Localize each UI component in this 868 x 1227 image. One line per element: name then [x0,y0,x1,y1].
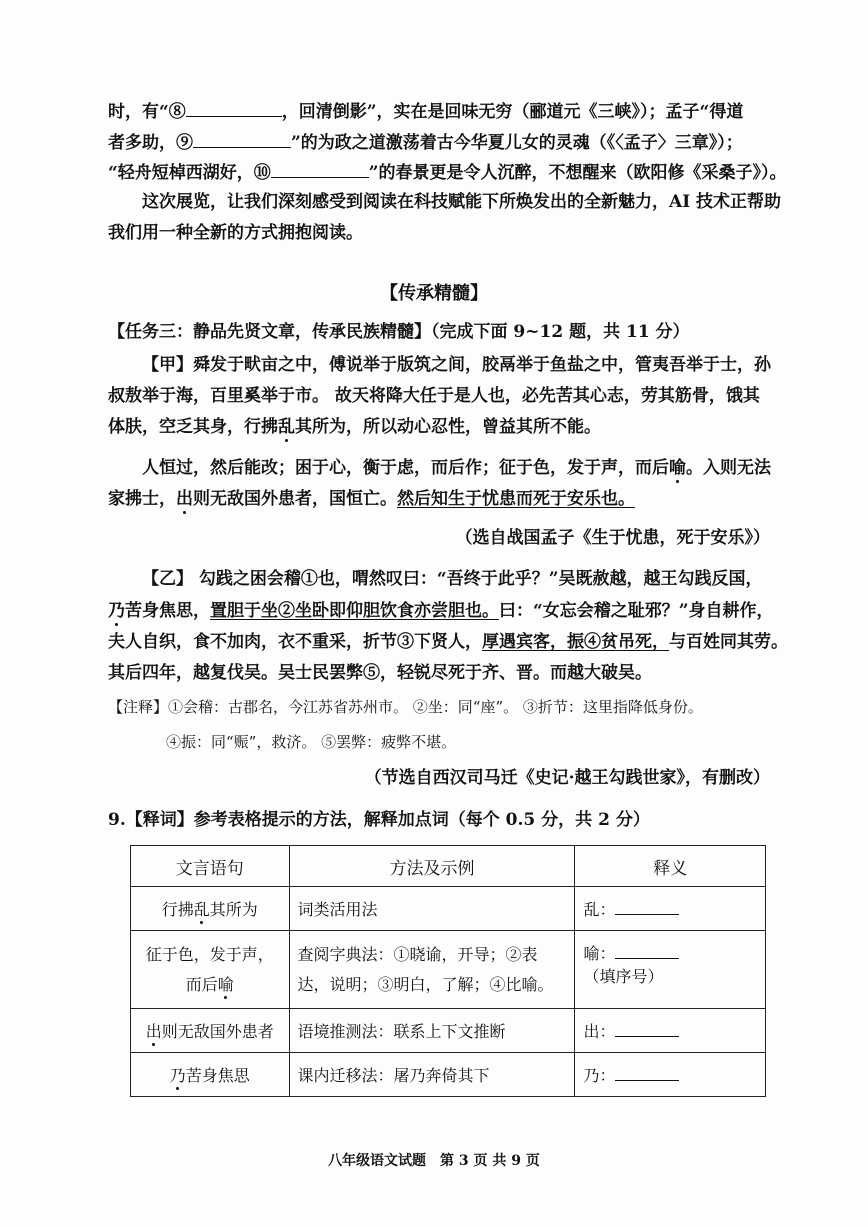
table-cell [131,887,290,931]
passage-yi-line: 【乙】 勾践之困会稽①也，喟然叹曰：“吾终于此乎？”吴既赦越，越王勾践反国， [142,569,763,589]
text-fragment: ”的为政之道激荡着古今华夏儿女的灵魂（《〈孟子〉三章》）； [291,133,743,153]
table-cell [575,1009,766,1053]
passage-yi-line [108,630,788,654]
text-fragment: 家拂士， [108,489,176,509]
table-header: 文言语句 [131,846,290,887]
passage-yi-line [108,599,774,623]
source-citation: （选自战国孟子《生于忧患，死于安乐》） [455,528,770,548]
passage-jia-line: 【甲】舜发于畎亩之中，傅说举于版筑之间，胶鬲举于鱼盐之中，管夷吾举于士，孙 [142,355,771,375]
answer-blank[interactable] [615,1022,679,1037]
text-fragment: “轻舟短棹西湖好，⑩ [108,163,271,183]
table-cell: 课内迁移法：屠乃奔倚其下 [289,1053,575,1097]
text-line [108,98,743,124]
underlined-sentence: 置胆于坐②坐卧即仰胆饮食亦尝胆也。 [210,601,499,621]
answer-blank[interactable] [615,1066,679,1081]
underlined-sentence: 厚遇宾客，振④贫吊死， [482,632,669,652]
underlined-sentence: 然后知生于忧患而死于安乐也。 [397,489,635,509]
table-header: 方法及示例 [289,846,575,887]
dotted-word-nai: 乃 [108,601,125,621]
text-fragment: 其所为 [209,900,258,919]
text-fragment: 曰：“女忘会稽之耻邪？”身自耕作， [499,601,774,621]
table-row [131,931,766,1009]
table-cell [575,931,766,1009]
text-fragment: ，回清倒影”，实在是回味无穷（郦道元《三峡》）；孟子“得道 [281,102,744,122]
answer-hint: （填序号） [583,967,664,986]
section-title: 【传承精髓】 [380,283,488,304]
answer-label: 出： [583,1022,616,1041]
text-fragment: 则无敌国外患者，国恒亡。 [193,489,397,509]
passage-jia-line: 叔敖举于海，百里奚举于市。 故天将降大任于是人也，必先苦其心志，劳其筋骨，饿其 [108,386,760,406]
table-cell: 查阅字典法：①晓谕，开导；②表达，说明；③明白，了解；④比喻。 [289,931,575,1009]
table-cell [575,887,766,931]
table-cell: 语境推测法：联系上下文推断 [289,1009,575,1053]
dotted-word-luan: 乱 [278,417,295,437]
passage-jia-line [108,487,635,511]
answer-label: 乱： [583,900,616,919]
text-fragment: 其所为，所以动心忍性，曾益其所不能。 [295,417,601,437]
dotted-word-chu: 出 [176,489,193,509]
text-fragment: 苦身焦思， [125,601,210,621]
passage-jia-line [108,415,601,439]
dotted-word: 出 [145,1022,162,1041]
annotation-note: 【注释】①会稽：古郡名，今江苏省苏州市。 ②坐：同“座”。 ③折节：这里指降低身份。 [108,698,703,716]
vocab-table [130,845,766,1097]
text-line [108,159,787,185]
text-line [108,129,743,155]
dotted-word: 乱 [193,900,210,919]
text-fragment: 夫人自织，食不加肉，衣不重采，折节③下贤人， [108,632,482,652]
dotted-word-yu: 喻 [669,458,686,478]
table-row [131,1053,766,1097]
fill-blank-9[interactable] [193,129,291,148]
dotted-word: 乃 [169,1066,186,1085]
text-line: 这次展览，让我们深刻感受到阅读在科技赋能下所焕发出的全新魅力，AI 技术正帮助 [142,192,782,212]
dotted-word: 喻 [217,974,234,994]
fill-blank-8[interactable] [186,98,282,117]
question-9-title: 9.【释词】参考表格提示的方法，解释加点词（每个 0.5 分，共 2 分） [108,810,650,830]
table-row [131,887,766,931]
text-fragment: 征于色，发于声，而后 [145,944,274,994]
annotation-note: ④振：同“赈”，救济。 ⑤罢弊：疲弊不堪。 [166,733,457,751]
task-heading: 【任务三：静品先贤文章，传承民族精髓】（完成下面 9~12 题，共 11 分） [108,322,690,342]
page-footer: 八年级语文试题 第 3 页 共 9 页 [328,1153,540,1169]
table-cell [131,1009,290,1053]
fill-blank-10[interactable] [271,159,369,178]
answer-label: 喻： [583,944,616,963]
text-fragment: 时，有“⑧ [108,102,186,122]
answer-label: 乃： [583,1066,616,1085]
text-fragment: 苦身焦思 [185,1066,250,1085]
text-fragment: 。入则无法 [686,458,771,478]
table-header: 释义 [575,846,766,887]
table-header-row [131,846,766,887]
text-fragment: 与百姓同其劳。 [669,632,788,652]
text-fragment: 则无敌国外患者 [161,1022,274,1041]
answer-blank[interactable] [615,944,679,959]
text-fragment: 行拂 [161,900,194,919]
passage-jia-line [142,456,771,480]
passage-yi-line: 其后四年，越复伐吴。吴士民罢弊⑤，轻锐尽死于齐、晋。而越大破吴。 [108,663,652,683]
text-fragment: ”的春景更是令人沉醉，不想醒来（欧阳修《采桑子》）。 [368,163,787,183]
table-cell: 词类活用法 [289,887,575,931]
table-row [131,1009,766,1053]
text-line: 我们用一种全新的方式拥抱阅读。 [108,223,363,243]
table-cell [131,931,290,1009]
text-fragment: 体肤，空乏其身，行拂 [108,417,278,437]
answer-blank[interactable] [615,900,679,915]
text-fragment: 者多助，⑨ [108,133,193,153]
source-citation: （节选自西汉司马迁《史记·越王勾践世家》，有删改） [364,768,770,788]
text-fragment: 人恒过，然后能改；困于心，衡于虑，而后作；征于色，发于声，而后 [142,458,669,478]
table-cell [575,1053,766,1097]
table-cell [131,1053,290,1097]
